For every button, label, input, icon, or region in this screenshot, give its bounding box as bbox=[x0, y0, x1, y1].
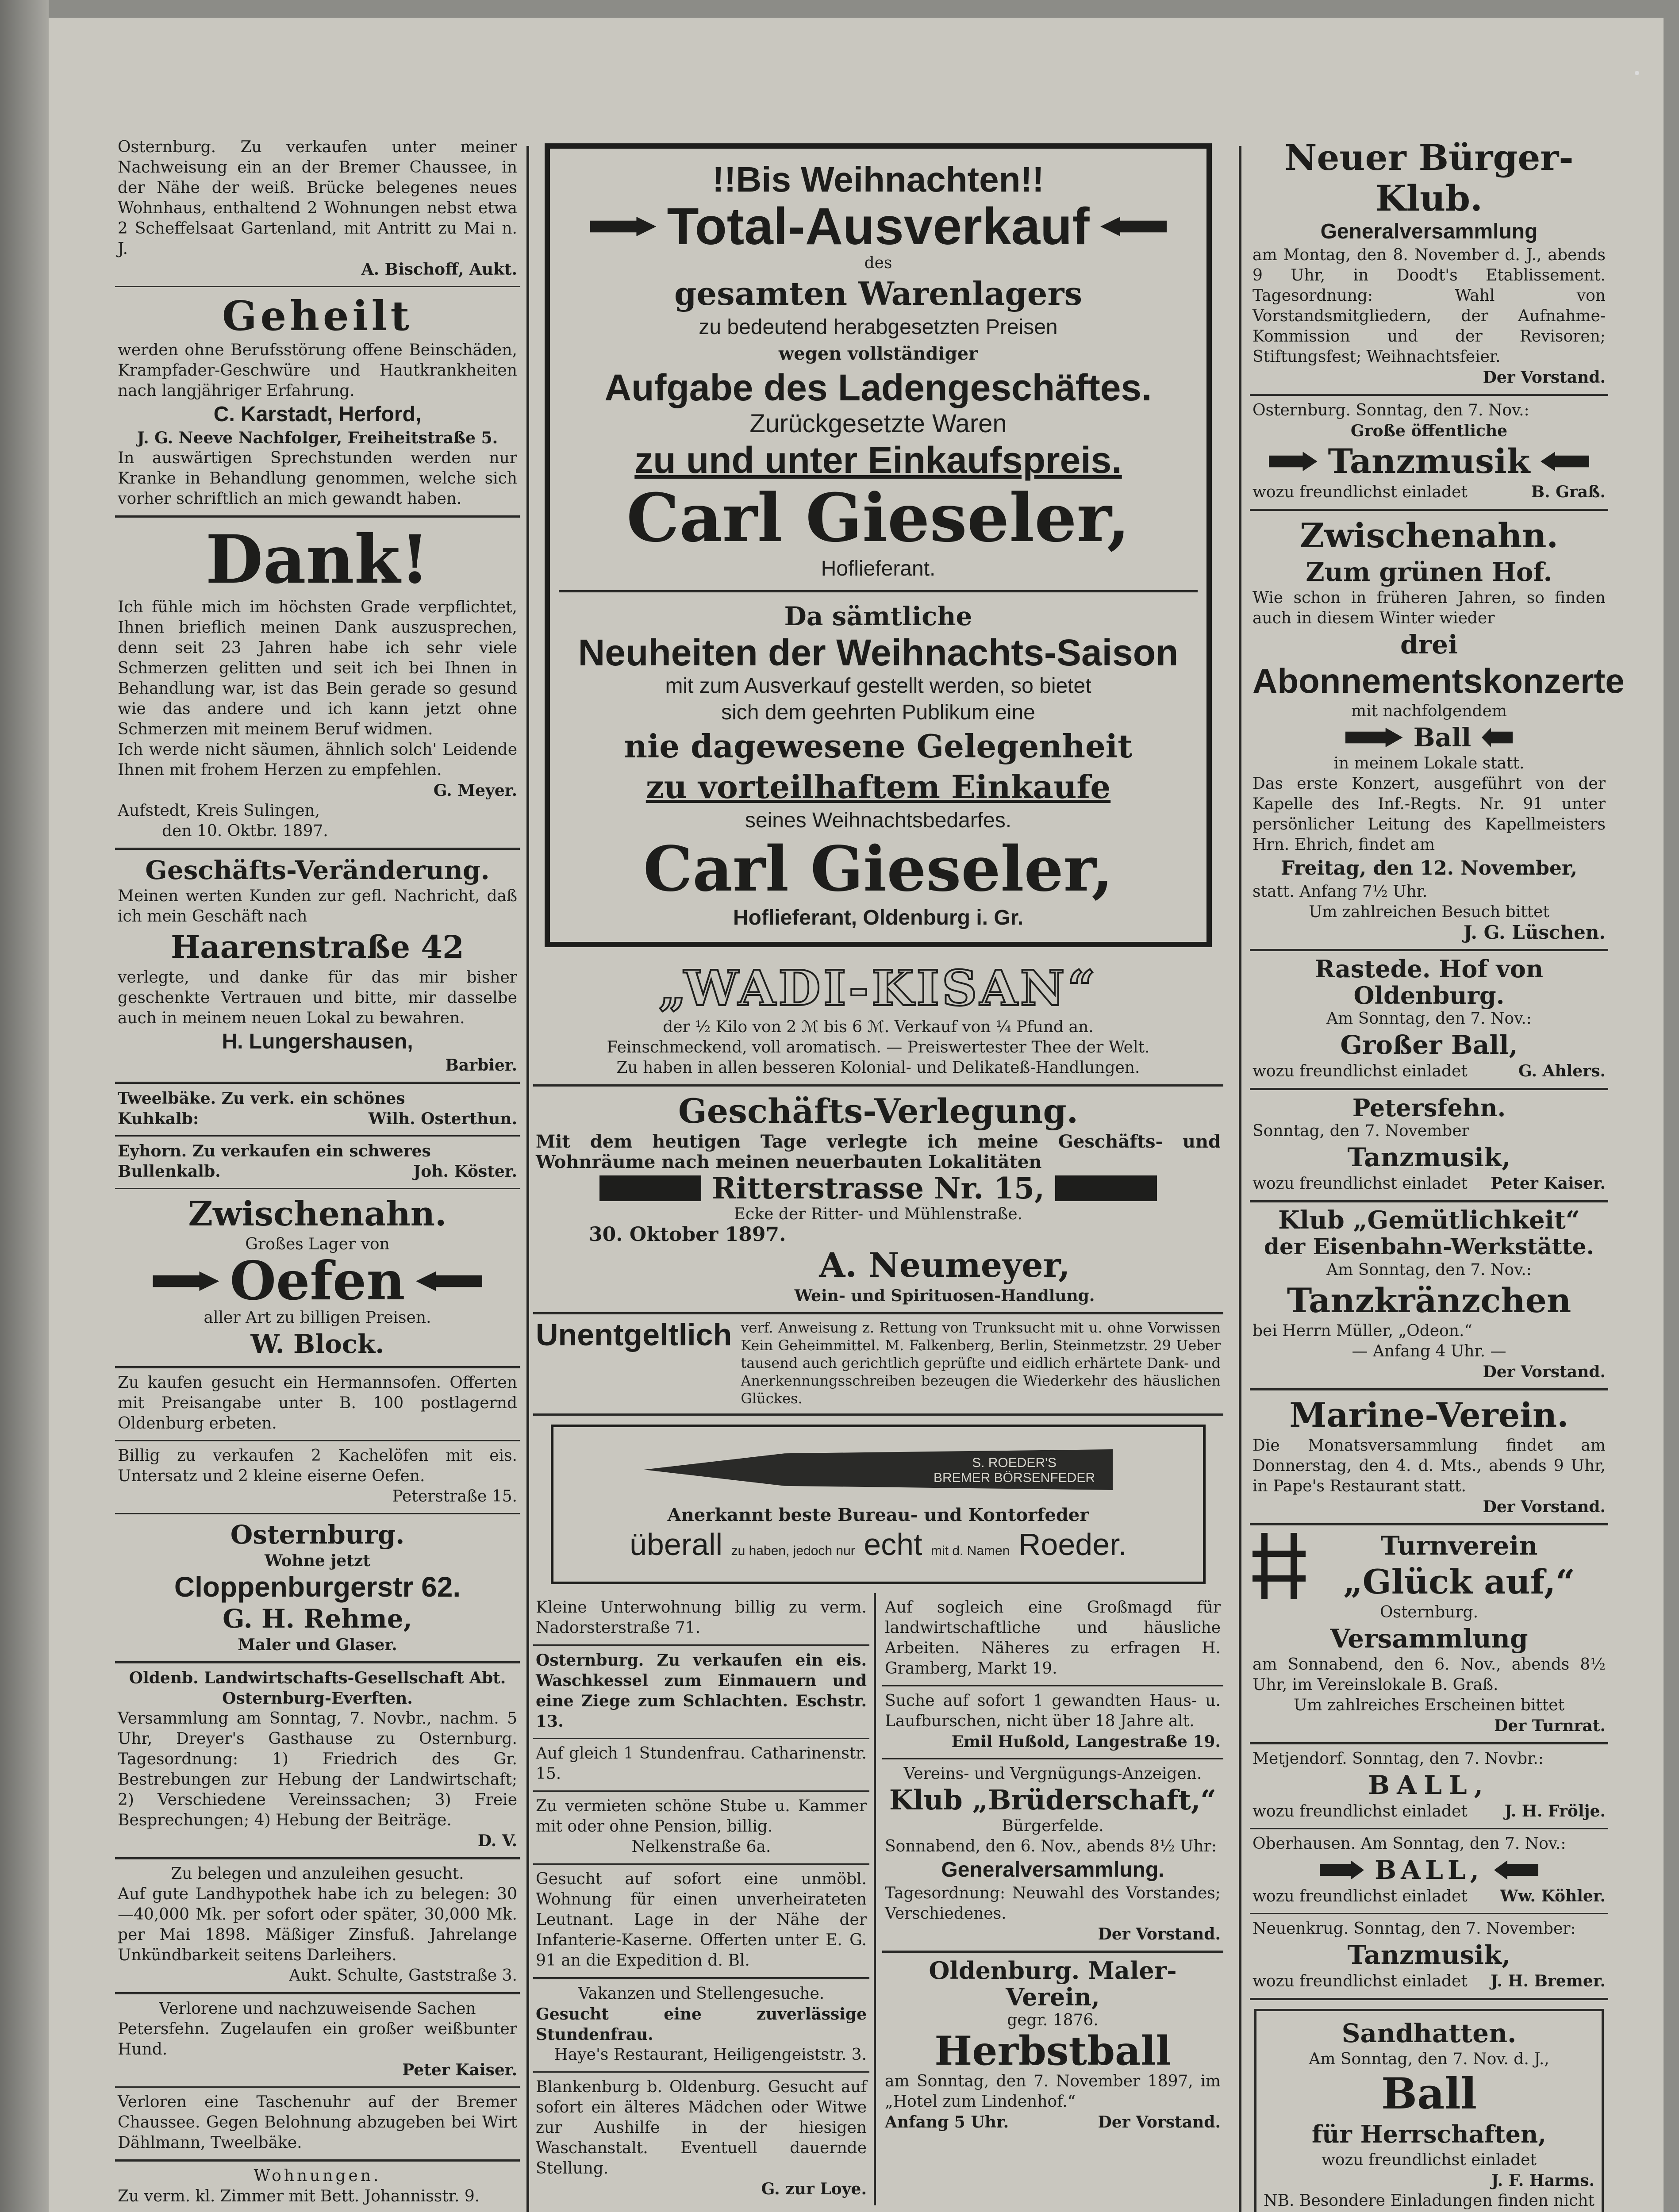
ad-title: Petersfehn. bbox=[1352, 1094, 1506, 1122]
nib-label-line: BREMER BÖRSENFEDER bbox=[933, 1471, 1095, 1485]
ad-text: Sonntag, den 7. November bbox=[1253, 1122, 1469, 1140]
ad-firm: J. G. Neeve Nachfolger, Freiheitstraße 5. bbox=[137, 429, 498, 447]
brand-logo: „WADI-KISAN“ bbox=[658, 960, 1098, 1017]
ad-text: Zu haben in allen besseren Kolonial- und Delikateß-Handlungen. bbox=[616, 1059, 1140, 1077]
ad-headline: Herbstball bbox=[934, 2028, 1171, 2074]
ad-text: Großes Lager von bbox=[245, 1235, 390, 1253]
ad-text: verlegte, und danke für das mir bisher geschenkte Vertrauen und bitte, mir dasselbe auch in meinem neuen Lokal zu bewahren. bbox=[118, 968, 517, 1027]
ad-text: Wohne jetzt bbox=[265, 1551, 370, 1570]
ad-text: Auf gleich 1 Stundenfrau. Catharinenstr. 15. bbox=[536, 1744, 867, 1783]
ad-text: Osternburg. Zu verkaufen unter meiner Nachweisung ein an der Bremer Chaussee, in der Nähe der weiß. Brücke belegenes neues Wohnhaus, enthaltend 2 Wohnungen nebst etwa 2 Scheffelsaat Gartenland, mit Antritt zu Mai n. J. bbox=[118, 138, 517, 258]
ad-laufburschen bbox=[882, 1686, 1223, 1759]
ad-signature: J. H. Bremer. bbox=[1491, 1972, 1606, 1990]
ad-text: Verloren eine Taschenuhr auf der Bremer Chaussee. Gegen Belohnung abzugeben bei Wirt Dählmann, Tweelbäke. bbox=[118, 2093, 517, 2152]
pointing-hand-right-icon bbox=[153, 1271, 219, 1291]
ad-text: nie dagewesene Gelegenheit bbox=[624, 727, 1133, 765]
ad-text: der Eisenbahn-Werkstätte. bbox=[1264, 1233, 1594, 1260]
ad-bullenkalb bbox=[115, 1137, 520, 1189]
ad-text: Osternburg. bbox=[1379, 1603, 1479, 1621]
ad-text: Osternburg. Sonntag, den 7. Nov.: bbox=[1253, 401, 1529, 419]
ad-headline: Total-Ausverkauf bbox=[667, 197, 1090, 256]
ad-signature: Peter Kaiser. bbox=[402, 2061, 517, 2079]
ad-text: mit zum Ausverkauf gestellt werden, so bietet bbox=[665, 674, 1091, 698]
pen-nib-icon bbox=[644, 1443, 1113, 1496]
ad-signature: Wilh. Osterthun. bbox=[368, 1110, 517, 1128]
ad-text: Neuheiten der Weihnachts-Saison bbox=[578, 632, 1179, 673]
ad-signature: Peter Kaiser. bbox=[1491, 1174, 1606, 1193]
cross-bar bbox=[1253, 1551, 1306, 1557]
ad-address: Ritterstrasse Nr. 15, bbox=[712, 1171, 1045, 1206]
ad-note: In auswärtigen Sprechstunden werden nur Kranke in Behandlung genommen, welche sich vorher schriftlich an mich gewandt haben. bbox=[118, 449, 517, 508]
ad-signature: Der Turnrat. bbox=[1494, 1717, 1606, 1735]
ad-text: Wie schon in früheren Jahren, so finden auch in diesem Winter wieder bbox=[1253, 589, 1606, 627]
ad-zwischenahn-oefen bbox=[115, 1189, 520, 1368]
ad-text: Petersfehn. Zugelaufen ein großer weißbunter Hund. bbox=[118, 2020, 517, 2058]
ad-text: Die Monatsversammlung findet am Donnerstag, den 4. d. Mts., abends 9 Uhr, in Pape's Restaurant statt. bbox=[1253, 1436, 1606, 1495]
ad-roeder-feder bbox=[551, 1425, 1206, 1584]
ad-text: Generalversammlung. bbox=[941, 1858, 1164, 1882]
ad-title: Osternburg. bbox=[230, 1520, 405, 1550]
ad-name: Carl Gieseler, bbox=[626, 479, 1130, 557]
ad-headline: Großer Ball, bbox=[1340, 1030, 1518, 1060]
ad-text: des bbox=[864, 254, 892, 272]
ad-text: in meinem Lokale statt. bbox=[1333, 754, 1525, 772]
ad-text: wozu freundlichst einladet bbox=[1253, 483, 1468, 501]
ad-text: Roeder. bbox=[1018, 1527, 1127, 1562]
cross-bar bbox=[1261, 1533, 1268, 1599]
ad-text: Am Sonntag, den 7. Nov.: bbox=[1326, 1261, 1532, 1279]
ad-kuhkalb bbox=[115, 1084, 520, 1137]
ad-headline: „Glück auf,“ bbox=[1343, 1562, 1575, 1601]
black-bar-ornament bbox=[1055, 1175, 1157, 1201]
section-title: Wohnungen. bbox=[254, 2167, 381, 2185]
nib-label bbox=[934, 1455, 1095, 1486]
ad-dank bbox=[115, 518, 520, 850]
ad-text: Das erste Konzert, ausgeführt von der Kapelle des Inf.-Regts. Nr. 91 unter persönlicher Leitung des Kapellmeisters Hrn. Ehrich, findet am bbox=[1253, 775, 1606, 854]
section-title: Vereins- und Vergnügungs-Anzeigen. bbox=[903, 1765, 1202, 1783]
ad-headline: Tanzmusik, bbox=[1347, 1142, 1511, 1172]
ad-title: Oldenb. Landwirtschafts-Gesellschaft Abt. Osternburg-Everften. bbox=[129, 1669, 506, 1708]
ad-title: Zwischenahn. bbox=[188, 1194, 447, 1233]
ad-text: Metjendorf. Sonntag, den 7. Novbr.: bbox=[1253, 1750, 1544, 1768]
ad-tanzmusik-osternburg bbox=[1250, 396, 1608, 511]
turner-cross-icon bbox=[1253, 1533, 1306, 1599]
ad-sandhatten bbox=[1254, 2009, 1604, 2212]
ad-name: H. Lungershausen, bbox=[222, 1030, 413, 1053]
ad-text: Große öffentliche bbox=[1350, 422, 1508, 440]
ad-text: überall bbox=[629, 1527, 723, 1562]
ad-text: Bürgerfelde. bbox=[1002, 1817, 1104, 1835]
ad-text: Sonnabend, den 6. Nov., abends 8½ Uhr: bbox=[885, 1837, 1217, 1855]
page-binding-shadow bbox=[0, 0, 49, 2212]
ad-osternburg-house bbox=[115, 133, 520, 287]
ad-signature: Emil Hußold, Langestraße 19. bbox=[951, 1732, 1221, 1751]
ad-name: Carl Gieseler, bbox=[643, 833, 1114, 906]
ad-title: Geheilt bbox=[222, 292, 413, 340]
ad-text: Um zahlreiches Erscheinen bittet bbox=[1293, 1696, 1565, 1714]
ad-text: seines Weihnachtsbedarfes. bbox=[745, 809, 1012, 832]
ad-text: Zu verm. kl. Zimmer mit Bett. Johannisstr. 9. bbox=[118, 2187, 480, 2205]
ad-signature: Aukt. Schulte, Gaststraße 3. bbox=[289, 1966, 517, 1985]
column-rule-1 bbox=[526, 146, 529, 2212]
section-title: Verlorene und nachzuweisende Sachen bbox=[159, 2000, 476, 2018]
small-ads-left bbox=[533, 1593, 876, 2205]
column-right bbox=[1250, 133, 1625, 2212]
ad-text: Feinschmeckend, voll aromatisch. — Preiswertester Thee der Welt. bbox=[607, 1038, 1150, 1056]
ad-signature: J. H. Frölje. bbox=[1504, 1802, 1606, 1820]
ad-text: zu haben, jedoch nur bbox=[731, 1544, 855, 1558]
ad-text: gesamten Warenlagers bbox=[674, 275, 1082, 312]
ad-signature: Der Vorstand. bbox=[1098, 2113, 1221, 2131]
ad-text: Kuhkalb: bbox=[118, 1110, 199, 1128]
ad-trade: Barbier. bbox=[445, 1056, 517, 1075]
ad-kacheloefen bbox=[115, 1441, 520, 1514]
ad-text: wozu freundlichst einladet bbox=[1253, 1802, 1468, 1820]
ad-grossmagd bbox=[882, 1593, 1223, 1686]
small-ads-split bbox=[533, 1593, 1223, 2205]
ad-text: Hoflieferant. bbox=[821, 557, 936, 580]
ad-text: Zu vermieten schöne Stube u. Kammer mit oder ohne Pension, billig. bbox=[536, 1797, 867, 1836]
ad-text: Auf sogleich eine Großmagd für landwirtschaftliche und häusliche Arbeiten. Näheres zu erfragen H. Gramberg, Markt 19. bbox=[885, 1598, 1221, 1678]
ad-landwirtschaft bbox=[115, 1663, 520, 1859]
ad-signature: G. zur Loye. bbox=[761, 2180, 867, 2198]
ad-signature: D. V. bbox=[477, 1832, 517, 1850]
ad-title: Dank! bbox=[205, 521, 430, 599]
ad-text: Zum grünen Hof. bbox=[1306, 557, 1552, 587]
ad-signature: G. Ahlers. bbox=[1518, 1062, 1606, 1080]
ad-signature: Der Vorstand. bbox=[1483, 368, 1606, 387]
ad-text: wozu freundlichst einladet bbox=[1253, 1062, 1468, 1080]
ad-text: Ich werde nicht säumen, ähnlich solch' Leidende Ihnen mit frohem Herzen zu empfehlen. bbox=[118, 741, 517, 779]
ad-gemuetlichkeit bbox=[1250, 1202, 1608, 1390]
ad-rehme bbox=[115, 1514, 520, 1663]
pointing-hand-left-icon bbox=[1494, 1860, 1538, 1880]
ad-text: Blankenburg b. Oldenburg. Gesucht auf sofort ein älteres Mädchen oder Witwe zur Aushilfe in der hiesigen Waschanstalt. Eventuell dauernde Stellung. bbox=[536, 2078, 867, 2177]
ad-text: Kleine Unterwohnung billig zu verm. Nadorsterstraße 71. bbox=[536, 1598, 867, 1637]
pointing-hand-left-icon bbox=[416, 1271, 482, 1291]
ad-text: Am Sonntag, den 7. Nov.: bbox=[1326, 1010, 1532, 1028]
ad-text: statt. Anfang 7½ Uhr. bbox=[1253, 883, 1428, 901]
ad-text: Da sämtliche bbox=[784, 601, 972, 631]
ad-text: Zurückgesetzte Waren bbox=[749, 409, 1007, 438]
ad-headline: Oefen bbox=[230, 1250, 405, 1312]
ad-text: der ½ Kilo von 2 ℳ bis 6 ℳ. Verkauf von ¼ Pfund an. bbox=[663, 1018, 1094, 1036]
ad-address: Cloppenburgerstr 62. bbox=[174, 1571, 461, 1603]
ad-text: mit nachfolgendem bbox=[1351, 702, 1507, 720]
ad-signature: G. Meyer. bbox=[433, 781, 517, 800]
section-title: Vakanzen und Stellengesuche. bbox=[578, 1985, 825, 2003]
ad-turnverein bbox=[1250, 1525, 1608, 1744]
ad-signature: Peterstraße 15. bbox=[392, 1487, 517, 1505]
ad-trade: Maler und Glaser. bbox=[238, 1636, 397, 1654]
ad-hermannsofen bbox=[115, 1368, 520, 1441]
ad-title: Rastede. Hof von Oldenburg. bbox=[1314, 955, 1544, 1010]
ad-text: werden ohne Berufsstörung offene Beinschäden, Krampfader-Geschwüre und Hautkrankheiten nach langjähriger Erfahrung. bbox=[118, 341, 517, 400]
section-vakanzen bbox=[533, 1979, 869, 2073]
ad-title: !!Bis Weihnachten!! bbox=[712, 160, 1044, 199]
column-rule-2 bbox=[1239, 146, 1241, 2212]
ad-signature: Der Vorstand. bbox=[1098, 1925, 1221, 1943]
ad-leutnant-wohnung bbox=[533, 1865, 869, 1979]
ad-place: Aufstedt, Kreis Sulingen, bbox=[118, 802, 320, 820]
column-left bbox=[115, 133, 520, 2212]
ad-text: Tweelbäke. Zu verk. ein schönes bbox=[118, 1089, 405, 1108]
column-middle bbox=[533, 133, 1223, 2205]
ad-text: Osternburg. Zu verkaufen ein eis. Waschkessel zum Einmauern und eine Ziege zum Schlachten. Eschstr. 13. bbox=[536, 1651, 867, 1731]
ad-text: echt bbox=[864, 1527, 922, 1562]
ad-text: am Montag, den 8. November d. J., abends 9 Uhr, in Doodt's Etablissement. Tagesordnung: Wahl von Vorstandsmitgliedern, der Aufnahme-Kommission und der Revisoren; Stiftungsfest; Weihnachtsfeier. bbox=[1253, 246, 1606, 366]
ad-text: Generalversammlung bbox=[1320, 220, 1538, 243]
ad-note: NB. Besondere Einladungen finden nicht bbox=[1264, 2192, 1594, 2210]
ad-unentgeltlich bbox=[533, 1314, 1223, 1416]
ad-metjendorf bbox=[1250, 1744, 1608, 1829]
pointing-hand-left-icon bbox=[1100, 217, 1167, 236]
ad-text: Ecke der Ritter- und Mühlenstraße. bbox=[734, 1205, 1023, 1223]
black-bar-ornament bbox=[599, 1175, 701, 1201]
ad-text: Ich fühle mich im höchsten Grade verpflichtet, Ihnen brieflich meinen Dank auszusprechen, denn seit 23 Jahren habe ich sehr viele Schmerzen gelitten und seit ich bei Ihnen in Behandlung war, ist das Bein gerade so gesund wie das andere und ich kann jetzt ohne Schmerzen mit meinem Beruf widmen. bbox=[118, 598, 517, 738]
ad-text: Mit dem heutigen Tage verlegte ich meine Geschäfts- und Wohnräume nach meinen neuerbauten Lokalitäten bbox=[536, 1131, 1221, 1172]
page-corner-mark bbox=[1635, 71, 1639, 75]
ad-signature: Der Vorstand. bbox=[1483, 1498, 1606, 1516]
ad-text: Billig zu verkaufen 2 Kachelöfen mit eis. Untersatz und 2 kleine eiserne Oefen. bbox=[118, 1447, 517, 1485]
ad-text: mit d. Namen bbox=[931, 1544, 1010, 1558]
ad-text: Hoflieferant, Oldenburg i. Gr. bbox=[733, 906, 1024, 929]
ad-text: wozu freundlichst einladet bbox=[1253, 1887, 1468, 1905]
ad-signature: Joh. Köster. bbox=[413, 1162, 517, 1181]
ad-text: Meinen werten Kunden zur gefl. Nachricht, daß ich mein Geschäft nach bbox=[118, 887, 517, 926]
ad-headline: Ball bbox=[1381, 2069, 1477, 2119]
nib-label-line: S. ROEDER'S bbox=[972, 1455, 1057, 1470]
ad-text: Auf gute Landhypothek habe ich zu belegen: 30—40,000 Mk. per sofort oder später, 30,000 Mk. per Mai 1898. Mäßiger Zinsfuß. Jahrelange Unkündbarkeit seitens Darleihers. bbox=[118, 1885, 517, 1964]
ad-text: Oberhausen. Am Sonntag, den 7. Nov.: bbox=[1253, 1835, 1566, 1853]
ad-date: den 10. Oktbr. 1897. bbox=[162, 822, 328, 840]
cross-bar bbox=[1253, 1575, 1306, 1582]
ad-headline: Tanzmusik bbox=[1328, 442, 1530, 481]
ad-signature: Haye's Restaurant, Heiligengeiststr. 3. bbox=[554, 2046, 867, 2064]
ad-text: Bullenkalb. bbox=[118, 1162, 221, 1181]
ad-text: Anerkannt beste Bureau- und Kontorfeder bbox=[667, 1505, 1089, 1525]
ad-trade: Wein- und Spirituosen-Handlung. bbox=[794, 1286, 1095, 1305]
ad-headline: Tanzmusik, bbox=[1347, 1940, 1511, 1970]
ad-signature: W. Block. bbox=[250, 1329, 384, 1359]
ad-signature: Nelkenstraße 6a. bbox=[631, 1838, 771, 1856]
ad-headline: Tanzkränzchen bbox=[1287, 1281, 1571, 1320]
ad-buerger-klub bbox=[1250, 133, 1608, 396]
ad-text: Neuenkrug. Sonntag, den 7. November: bbox=[1253, 1920, 1576, 1938]
ad-text: am Sonnabend, den 6. Nov., abends 8½ Uhr, im Vereinslokale B. Graß. bbox=[1253, 1655, 1606, 1694]
ad-text: wozu freundlichst einladet bbox=[1253, 1972, 1468, 1990]
ad-oberhausen bbox=[1250, 1829, 1608, 1914]
ad-text: Tagesordnung: Neuwahl des Vorstandes; Verschiedenes. bbox=[885, 1884, 1221, 1923]
ad-title: Neuer Bürger-Klub. bbox=[1284, 137, 1574, 219]
cross-bar bbox=[1291, 1533, 1297, 1599]
ad-text: Versammlung bbox=[1330, 1624, 1528, 1654]
ad-title: Zu belegen und anzuleihen gesucht. bbox=[171, 1865, 464, 1883]
ad-neumeyer-verlegung bbox=[533, 1087, 1223, 1314]
ad-hypothek bbox=[115, 1859, 520, 1994]
ad-text: Eyhorn. Zu verkaufen ein schweres bbox=[118, 1142, 431, 1160]
ad-title: Sandhatten. bbox=[1341, 2018, 1517, 2048]
ad-signature: J. F. Harms. bbox=[1491, 2171, 1594, 2190]
ad-text: Am Sonntag, den 7. Nov. d. J., bbox=[1309, 2050, 1549, 2068]
ad-signature: B. Graß. bbox=[1531, 483, 1606, 501]
ad-stundenfrau bbox=[533, 1739, 869, 1792]
ad-rastede bbox=[1250, 951, 1608, 1090]
ad-name: A. Neumeyer, bbox=[819, 1245, 1070, 1285]
ad-text: Anfang 5 Uhr. bbox=[885, 2113, 1009, 2131]
ad-signature: J. G. Lüschen. bbox=[1463, 922, 1606, 943]
ad-title: Marine-Verein. bbox=[1289, 1395, 1569, 1435]
ad-headline: Abonnementskonzerte bbox=[1253, 661, 1625, 700]
pointing-hand-left-icon bbox=[1482, 728, 1513, 747]
pointing-hand-right-icon bbox=[1320, 1860, 1364, 1880]
pointing-hand-right-icon bbox=[590, 217, 656, 236]
ad-marine-verein bbox=[1250, 1390, 1608, 1525]
ad-geheilt bbox=[115, 287, 520, 518]
ad-title: Zwischenahn. bbox=[1300, 516, 1558, 555]
ad-signature: A. Bischoff, Aukt. bbox=[361, 260, 517, 279]
ad-stube-kammer bbox=[533, 1792, 869, 1865]
ad-text: verf. Anweisung z. Rettung von Trunksucht mit u. ohne Vorwissen Kein Geheimmittel. M. Falkenberg, Berlin, Steinmetzstr. 29 Ueber tausend auch gerichtlich geprüfte und eidlich erhärtete Dank- und Anerkennungsschreiben bezeugen die Wiederkehr des häuslichen Glückes. bbox=[741, 1319, 1221, 1407]
ad-wadi-kisan bbox=[533, 955, 1223, 1087]
ad-maedchen bbox=[533, 2073, 869, 2205]
ad-text: Versammlung am Sonntag, 7. Novbr., nachm. 5 Uhr, Dreyer's Gasthause zu Osternburg. Tagesordnung: 1) Friedrich des Gr. Bestrebungen zur Hebung der Landwirtschaft; 2) Verschiedene Vereinssachen; 3) Freie Besprechungen; 4) Hebung der Beiträge. bbox=[118, 1709, 517, 1829]
ad-headline: BALL, bbox=[1375, 1855, 1483, 1885]
ad-text: für Herrschaften, bbox=[1311, 2120, 1547, 2148]
ad-title: Turnverein bbox=[1380, 1531, 1538, 1561]
ad-text: wegen vollständiger bbox=[778, 343, 978, 364]
ad-unterwohnung bbox=[533, 1593, 869, 1646]
ad-text: Zu kaufen gesucht ein Hermannsofen. Offerten mit Preisangabe unter B. 100 postlagernd Oldenburg erbeten. bbox=[118, 1374, 517, 1432]
ad-neuenkrug bbox=[1250, 1914, 1608, 2000]
ad-title: Unentgeltlich bbox=[536, 1317, 732, 1352]
ad-text: am Sonntag, den 7. November 1897, im „Hotel zum Lindenhof.“ bbox=[885, 2072, 1221, 2111]
small-ads-right bbox=[876, 1593, 1223, 2205]
ad-title: Geschäfts-Veränderung. bbox=[145, 855, 490, 885]
ad-name: G. H. Rehme, bbox=[223, 1604, 412, 1634]
ad-text: Aufgabe des Ladengeschäftes. bbox=[604, 367, 1152, 408]
ad-petersfehn bbox=[1250, 1090, 1608, 1202]
ad-date: Freitag, den 12. November, bbox=[1280, 857, 1578, 879]
ad-text: zu bedeutend herabgesetzten Preisen bbox=[699, 315, 1058, 339]
ad-text: gegr. 1876. bbox=[1007, 2011, 1099, 2029]
ad-text: zu und unter Einkaufspreis. bbox=[634, 439, 1122, 481]
ad-text: Ball bbox=[1413, 722, 1472, 753]
ad-date: 30. Oktober 1897. bbox=[589, 1223, 786, 1246]
divider bbox=[559, 590, 1198, 592]
ad-gruener-hof bbox=[1250, 511, 1625, 951]
pointing-hand-right-icon bbox=[1345, 728, 1403, 747]
ad-title: Klub „Brüderschaft,“ bbox=[889, 1784, 1217, 1816]
ad-headline: BALL, bbox=[1368, 1770, 1490, 1800]
ad-title: Klub „Gemütlichkeit“ bbox=[1278, 1206, 1580, 1235]
ad-title: Oldenburg. Maler-Verein, bbox=[929, 1956, 1177, 2011]
ad-text: drei bbox=[1400, 630, 1458, 660]
ad-geschaefts-veraenderung bbox=[115, 850, 520, 1084]
ad-text: Gesucht auf sofort eine unmöbl. Wohnung für einen unverheirateten Leutnant. Lage in der Nähe der Infanterie-Kaserne. Offerten unter E. G. 91 an die Expedition d. Bl. bbox=[536, 1870, 867, 1970]
ad-verloren-hund bbox=[115, 1994, 520, 2088]
ad-text: — Anfang 4 Uhr. — bbox=[1352, 1342, 1506, 1360]
ad-text: sich dem geehrten Publikum eine bbox=[721, 701, 1035, 724]
ad-signature: Der Vorstand. bbox=[1483, 1363, 1606, 1381]
ad-taschenuhr bbox=[115, 2088, 520, 2162]
ad-gieseler-ausverkauf bbox=[545, 143, 1212, 947]
ad-name: C. Karstadt, Herford, bbox=[213, 403, 422, 426]
ad-text: wozu freundlichst einladet bbox=[1253, 1175, 1468, 1193]
ad-text: wozu freundlichst einladet bbox=[1322, 2151, 1537, 2169]
section-wohnungen bbox=[115, 2162, 520, 2212]
ad-text: zu vorteilhaftem Einkaufe bbox=[645, 768, 1111, 806]
ad-text: Um zahlreichen Besuch bittet bbox=[1309, 903, 1549, 921]
ad-signature: Ww. Köhler. bbox=[1500, 1887, 1606, 1905]
ad-waschkessel bbox=[533, 1646, 869, 1739]
ad-maler-verein bbox=[882, 1953, 1223, 2139]
ad-text: Gesucht eine zuverlässige Stundenfrau. bbox=[536, 2005, 867, 2044]
ad-text: aller Art zu billigen Preisen. bbox=[204, 1309, 431, 1327]
pointing-hand-right-icon bbox=[1269, 452, 1318, 471]
ad-bruederschaft bbox=[882, 1759, 1223, 1953]
ad-text: Suche auf sofort 1 gewandten Haus- u. Laufburschen, nicht über 18 Jahre alt. bbox=[885, 1692, 1221, 1730]
ad-title: Geschäfts-Verlegung. bbox=[678, 1091, 1079, 1131]
pointing-hand-left-icon bbox=[1541, 452, 1589, 471]
ad-text: bei Herrn Müller, „Odeon.“ bbox=[1253, 1322, 1472, 1340]
ad-address: Haarenstraße 42 bbox=[171, 929, 464, 965]
